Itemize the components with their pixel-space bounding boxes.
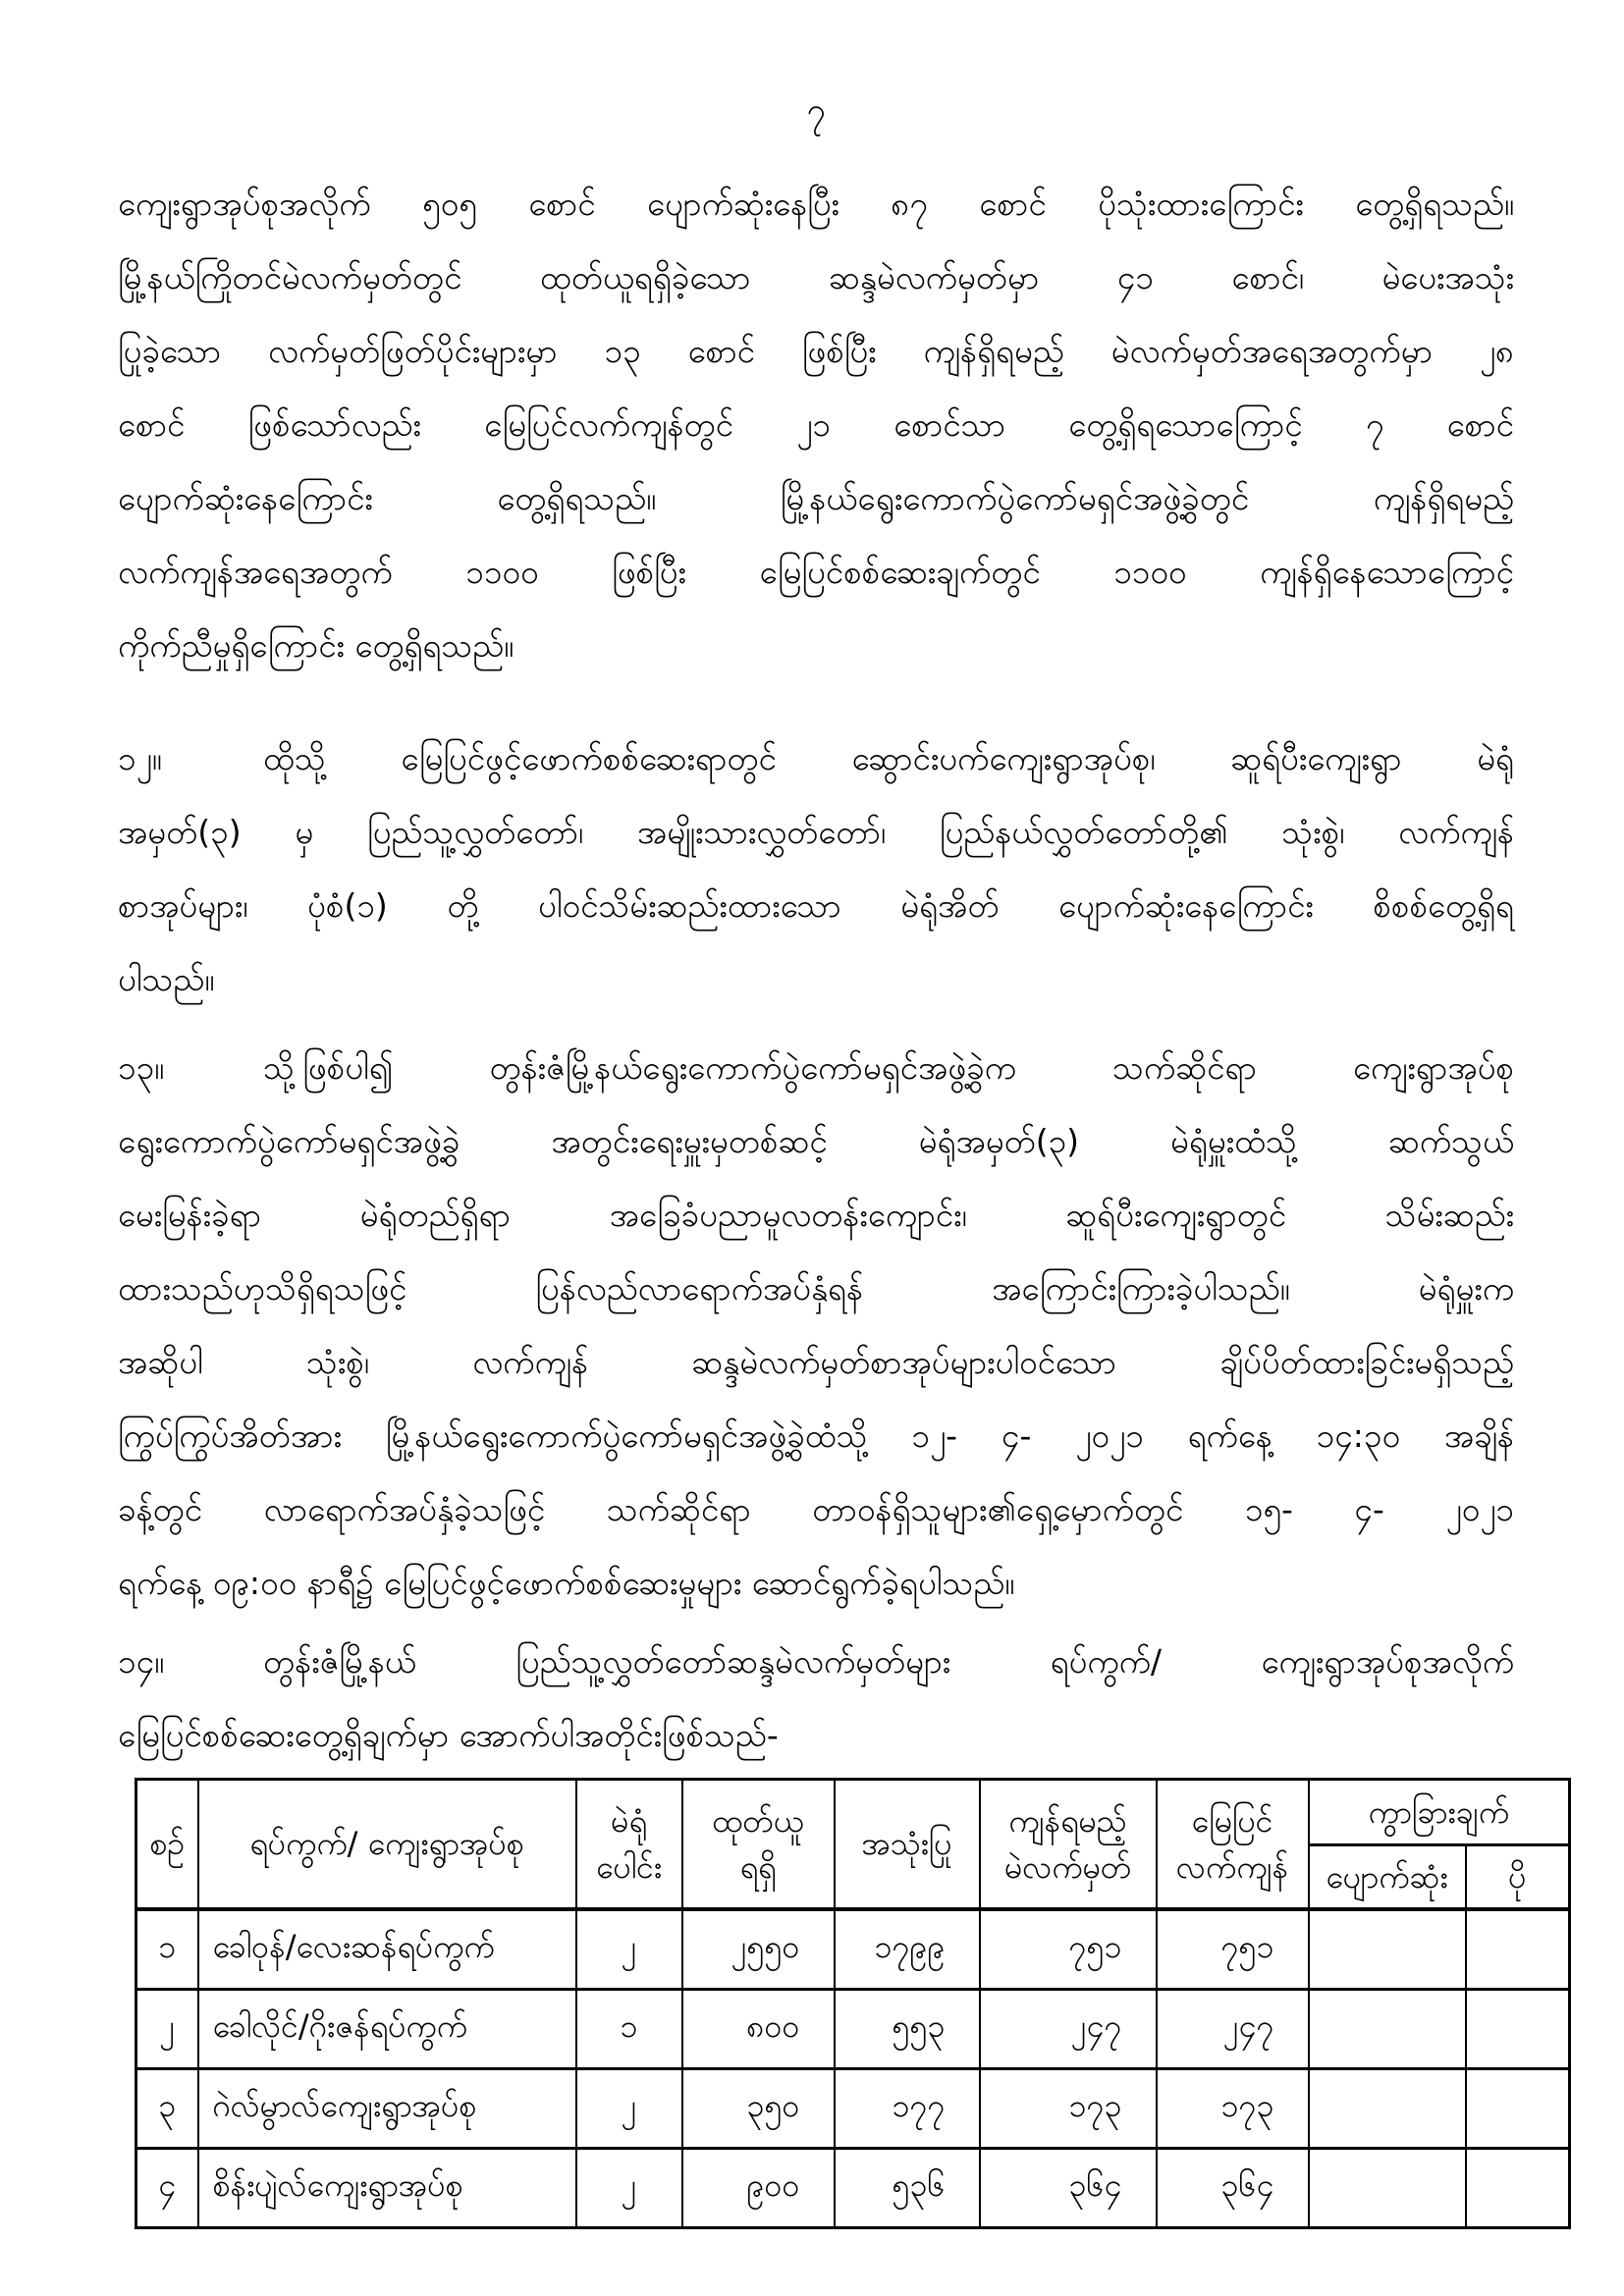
text-line: မြို့နယ်ကြိုတင်မဲလက်မှတ်တွင် ထုတ်ယူရရှိခဲ့သော ဆန္ဒမဲလက်မှတ်မှာ ၄၁ စောင်၊ မဲပေးအသုံး xyxy=(118,258,1514,296)
text-line-content: ထိုသို့ မြေပြင်ဖွင့်ဖောက်စစ်ဆေးရာတွင် ဆွောင်းပက်ကျေးရွာအုပ်စု၊ ဆူရ်ပီးကျေးရွာ မဲရုံ xyxy=(263,739,1514,777)
col-header-polling-stations xyxy=(576,1780,682,1910)
header-line: ကျန်ရမည့် xyxy=(1008,1802,1127,1841)
cell-polling-stations: ၂ xyxy=(576,2069,682,2149)
text-line: မြေပြင်စစ်ဆေးတွေ့ရှိချက်မှာ အောက်ပါအတိုင်းဖြစ်သည်- xyxy=(118,1716,779,1754)
col-header-used: အသုံးပြု xyxy=(835,1780,980,1910)
text-line: ကိုက်ညီမှုရှိကြောင်း တွေ့ရှိရသည်။ xyxy=(118,626,514,665)
header-line: လက်ကျန် xyxy=(1175,1847,1289,1886)
cell-no: ၄ xyxy=(136,2149,198,2228)
cell-polling-stations: ၁ xyxy=(576,1990,682,2069)
cell-no: ၃ xyxy=(136,2069,198,2149)
page-number: ၇ xyxy=(806,91,826,131)
cell-ground-remaining: ၃၆၄ xyxy=(1157,2149,1309,2228)
table-row xyxy=(136,1990,1570,2069)
cell-lost xyxy=(1309,1990,1466,2069)
header-line: ပေါင်း xyxy=(595,1847,663,1886)
text-line: ကျေးရွာအုပ်စုအလိုက် ၅၀၅ စောင် ပျောက်ဆုံးနေပြီး ၈၇ စောင် ပိုသုံးထားကြောင်း တွေ့ရှိရသည်။ xyxy=(118,185,1514,223)
header-line: ရရှိ xyxy=(739,1847,777,1886)
cell-ward-name: စိန်းပျဲလ်ကျေးရွာအုပ်စု xyxy=(198,2149,576,2228)
cell-ward-name: ခေါဝုန်/လေးဆန်ရပ်ကွက် xyxy=(198,1909,576,1990)
paragraph-12 xyxy=(118,721,1514,1016)
text-line: စာအုပ်များ၊ ပုံစံ(၁) တို့ ပါဝင်သိမ်းဆည်းထားသော မဲရုံအိတ် ပျောက်ဆုံးနေကြောင်း စိစစ်တွေ့ရှိရ xyxy=(118,886,1514,925)
paragraph-continuation xyxy=(118,167,1514,682)
cell-polling-stations: ၂ xyxy=(576,1909,682,1990)
col-header-lost: ပျောက်ဆုံး xyxy=(1309,1845,1466,1910)
cell-excess xyxy=(1466,2149,1570,2228)
cell-used: ၅၅၃ xyxy=(835,1990,980,2069)
table-row xyxy=(136,2149,1570,2228)
cell-received: ၂၅၅၀ xyxy=(682,1909,835,1990)
table-row xyxy=(136,1909,1570,1990)
cell-ward-name: ခေါလိုင်/ဂိုးဇန်ရပ်ကွက် xyxy=(198,1990,576,2069)
cell-polling-stations: ၂ xyxy=(576,2149,682,2228)
text-line: ရွေးကောက်ပွဲကော်မရှင်အဖွဲ့ခွဲ အတွင်းရေးမှူးမှတစ်ဆင့် မဲရုံအမှတ်(၃) မဲရုံမှူးထံသို့ ဆက်သွယ် xyxy=(118,1122,1514,1160)
text-line: ထားသည်ဟုသိရှိရသဖြင့် ပြန်လည်လာရောက်အပ်နှံရန် အကြောင်းကြားခဲ့ပါသည်။ မဲရုံမှူးက xyxy=(118,1269,1514,1308)
text-line: အမှတ်(၃) မှ ပြည်သူ့လွှတ်တော်၊ အမျိုးသားလွှတ်တော်၊ ပြည်နယ်လွှတ်တော်တို့၏ သုံးစွဲ၊ လက်ကျန် xyxy=(118,813,1514,851)
paragraph-13 xyxy=(118,1031,1514,1620)
header-line: မဲလက်မှတ် xyxy=(1003,1847,1132,1886)
text-line: ပျောက်ဆုံးနေကြောင်း တွေ့ရှိရသည်။ မြို့နယ်ရွေးကောက်ပွဲကော်မရှင်အဖွဲ့ခွဲတွင် ကျန်ရှိရမည့် xyxy=(118,479,1514,517)
text-line: အဆိုပါ သုံးစွဲ၊ လက်ကျန် ဆန္ဒမဲလက်မှတ်စာအုပ်များပါဝင်သော ချိပ်ပိတ်ထားခြင်းမရှိသည့် xyxy=(118,1343,1514,1381)
text-line: ပါသည်။ xyxy=(118,960,215,998)
paragraph-number: ၁၃။ xyxy=(118,1048,165,1087)
text-line xyxy=(118,721,1514,795)
col-header-ward: ရပ်ကွက်/ ကျေးရွာအုပ်စု xyxy=(198,1780,576,1910)
cell-lost xyxy=(1309,1909,1466,1990)
text-line-content: တွန်းဇံမြို့နယ် ပြည်သူ့လွှတ်တော်ဆန္ဒမဲလက်မှတ်များ ရပ်ကွက်/ ကျေးရွာအုပ်စုအလိုက် xyxy=(263,1642,1514,1681)
paragraph-14 xyxy=(118,1625,1514,1772)
table-row xyxy=(136,2069,1570,2149)
cell-used: ၁၇၇ xyxy=(835,2069,980,2149)
cell-ward-name: ဂဲလ်မွာလ်ကျေးရွာအုပ်စု xyxy=(198,2069,576,2149)
header-line: မြေပြင် xyxy=(1191,1802,1273,1841)
paragraph-number: ၁၂။ xyxy=(118,739,162,777)
cell-should-remain: ၇၅၁ xyxy=(980,1909,1157,1990)
cell-should-remain: ၁၇၃ xyxy=(980,2069,1157,2149)
cell-received: ၈၀၀ xyxy=(682,1990,835,2069)
col-header-difference: ကွာခြားချက် xyxy=(1309,1780,1570,1845)
header-line: ထုတ်ယူ xyxy=(712,1802,804,1841)
header-line: မဲရုံ xyxy=(611,1802,647,1841)
cell-no: ၁ xyxy=(136,1909,198,1990)
text-line xyxy=(118,1625,1514,1698)
cell-ground-remaining: ၇၅၁ xyxy=(1157,1909,1309,1990)
paragraph-number: ၁၄။ xyxy=(118,1642,165,1681)
text-line: ခန့်တွင် လာရောက်အပ်နှံခဲ့သဖြင့် သက်ဆိုင်ရာ တာဝန်ရှိသူများ၏ရှေ့မှောက်တွင် ၁၅- ၄- ၂၀၂၁ xyxy=(118,1490,1514,1528)
col-header-excess: ပို xyxy=(1466,1845,1570,1910)
cell-received: ၉၀၀ xyxy=(682,2149,835,2228)
cell-received: ၃၅၀ xyxy=(682,2069,835,2149)
cell-should-remain: ၂၄၇ xyxy=(980,1990,1157,2069)
cell-used: ၅၃၆ xyxy=(835,2149,980,2228)
ballot-summary-table xyxy=(135,1778,1571,2229)
col-header-should-remain xyxy=(980,1780,1157,1910)
cell-should-remain: ၃၆၄ xyxy=(980,2149,1157,2228)
cell-ground-remaining: ၁၇၃ xyxy=(1157,2069,1309,2149)
text-line: လက်ကျန်အရေအတွက် ၁၁၀၀ ဖြစ်ပြီး မြေပြင်စစ်ဆေးချက်တွင် ၁၁၀၀ ကျန်ရှိနေသောကြောင့် xyxy=(118,553,1514,591)
text-line-content: သို့ဖြစ်ပါ၍ တွန်းဇံမြို့နယ်ရွေးကောက်ပွဲကော်မရှင်အဖွဲ့ခွဲက သက်ဆိုင်ရာ ကျေးရွာအုပ်စု xyxy=(263,1048,1514,1087)
cell-lost xyxy=(1309,2149,1466,2228)
cell-no: ၂ xyxy=(136,1990,198,2069)
cell-excess xyxy=(1466,1990,1570,2069)
col-header-received xyxy=(682,1780,835,1910)
col-header-no: စဉ် xyxy=(136,1780,198,1910)
cell-used: ၁၇၉၉ xyxy=(835,1909,980,1990)
col-header-ground-remaining xyxy=(1157,1780,1309,1910)
text-line: ပြုခဲ့သော လက်မှတ်ဖြတ်ပိုင်းများမှာ ၁၃ စောင် ဖြစ်ပြီး ကျန်ရှိရမည့် မဲလက်မှတ်အရေအတွက်မှာ ၂၈ xyxy=(118,332,1514,370)
text-line: ရက်နေ့ ၀၉:၀၀ နာရီ၌ မြေပြင်ဖွင့်ဖောက်စစ်ဆေးမှုများ ဆောင်ရွက်ခဲ့ရပါသည်။ xyxy=(118,1564,1015,1602)
cell-lost xyxy=(1309,2069,1466,2149)
text-line xyxy=(118,1031,1514,1104)
cell-excess xyxy=(1466,2069,1570,2149)
text-line: စောင် ဖြစ်သော်လည်း မြေပြင်လက်ကျန်တွင် ၂၁ စောင်သာ တွေ့ရှိရသောကြောင့် ၇ စောင် xyxy=(118,405,1514,444)
cell-ground-remaining: ၂၄၇ xyxy=(1157,1990,1309,2069)
cell-excess xyxy=(1466,1909,1570,1990)
text-line: ကြွပ်ကြွပ်အိတ်အား မြို့နယ်ရွေးကောက်ပွဲကော်မရှင်အဖွဲ့ခွဲထံသို့ ၁၂- ၄- ၂၀၂၁ ရက်နေ့ ၁၄:၃၀ အချိန် xyxy=(118,1416,1514,1455)
text-line: မေးမြန်းခဲ့ရာ မဲရုံတည်ရှိရာ အခြေခံပညာမူလတန်းကျောင်း၊ ဆူရ်ပီးကျေးရွာတွင် သိမ်းဆည်း xyxy=(118,1196,1514,1234)
